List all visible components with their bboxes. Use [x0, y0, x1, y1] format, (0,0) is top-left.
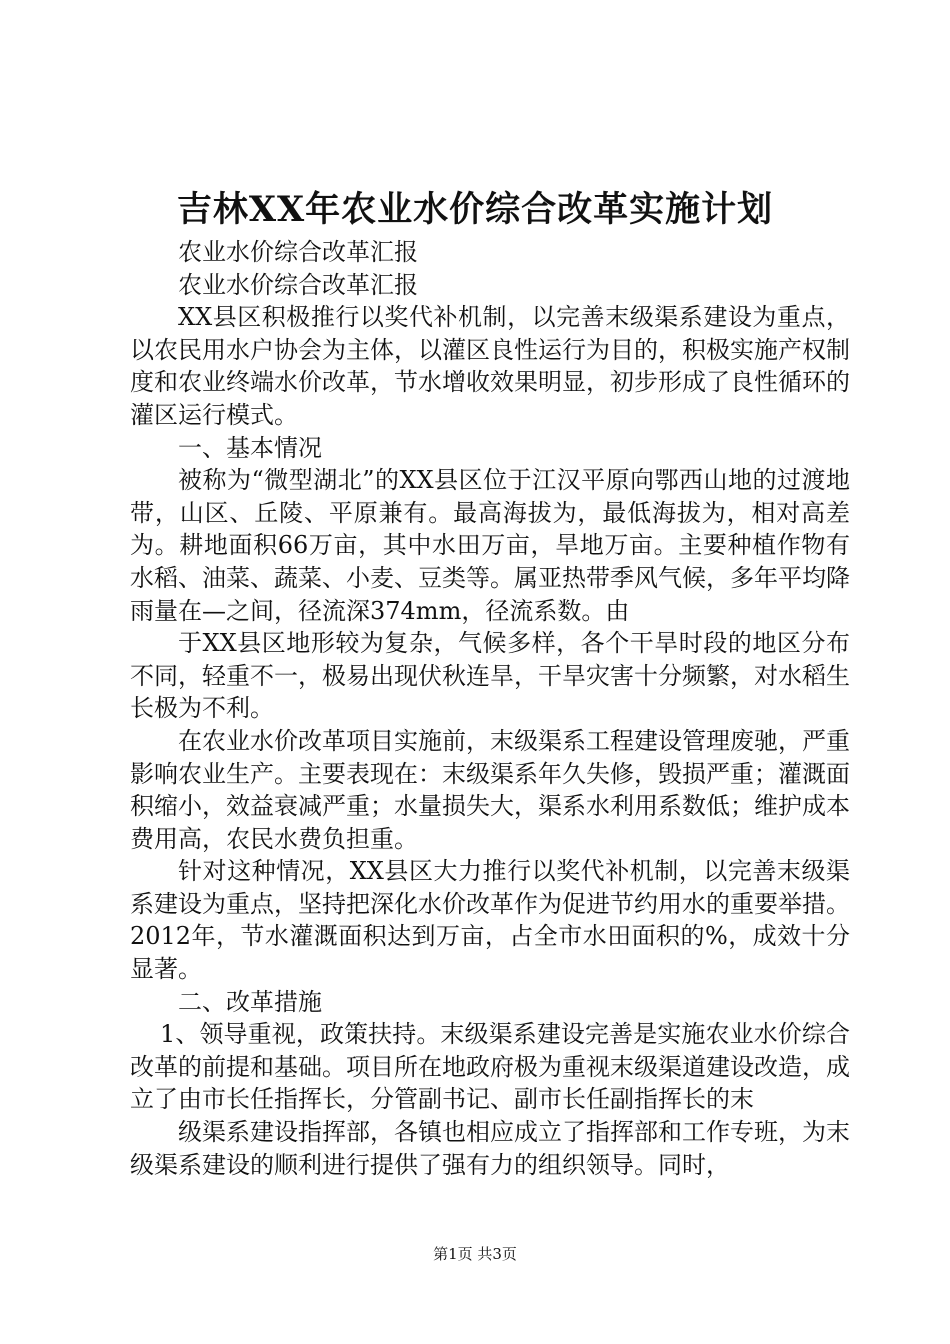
paragraph: 农业水价综合改革汇报	[178, 238, 418, 266]
paragraph: 被称为“微型湖北”的XX县区位于江汉平原向鄂西山地的过渡地带，山区、丘陵、平原兼有。最高海拔为，最低海拔为，相对高差为。耕地面积66万亩，其中水田万亩，旱地万亩。主要种植作物有水稻、油菜、蔬菜、小麦、豆类等。属亚热带季风气候，多年平均降雨量在—之间，径流深374mm，径流系数。由	[130, 466, 850, 625]
paragraph: 1、领导重视，政策扶持。末级渠系建设完善是实施农业水价综合改革的前提和基础。项目所在地政府极为重视末级渠道建设改造，成立了由市长任指挥长，分管副书记、副市长任副指挥长的末	[130, 1020, 850, 1114]
section-heading: 一、基本情况	[178, 433, 322, 462]
paragraph: XX县区积极推行以奖代补机制，以完善末级渠系建设为重点，以农民用水户协会为主体，以灌区良性运行为目的，积极实施产权制度和农业终端水价改革，节水增收效果明显，初步形成了良性循环的灌区运行模式。	[130, 303, 850, 429]
paragraph: 针对这种情况，XX县区大力推行以奖代补机制，以完善末级渠系建设为重点，坚持把深化水价改革作为促进节约用水的重要举措。2012年，节水灌溉面积达到万亩，占全市水田面积的%，成效十分显著。	[130, 857, 850, 984]
page-number: 第1页 共3页	[433, 1245, 517, 1263]
paragraph: 级渠系建设指挥部，各镇也相应成立了指挥部和工作专班，为末级渠系建设的顺利进行提供了强有力的组织领导。同时，	[130, 1118, 850, 1179]
paragraph: 于XX县区地形较为复杂，气候多样，各个干旱时段的地区分布不同，轻重不一，极易出现伏秋连旱，干旱灾害十分频繁，对水稻生长极为不利。	[130, 629, 850, 723]
section-heading: 二、改革措施	[178, 987, 322, 1016]
document-body	[130, 236, 850, 1181]
paragraph: 在农业水价改革项目实施前，末级渠系工程建设管理废驰，严重影响农业生产。主要表现在：末级渠系年久失修，毁损严重；灌溉面积缩小，效益衰减严重；水量损失大，渠系水利用系数低；维护成本费用高，农民水费负担重。	[130, 726, 850, 853]
paragraph: 农业水价综合改革汇报	[178, 270, 418, 299]
document-title: 吉林XX年农业水价综合改革实施计划	[176, 189, 774, 230]
